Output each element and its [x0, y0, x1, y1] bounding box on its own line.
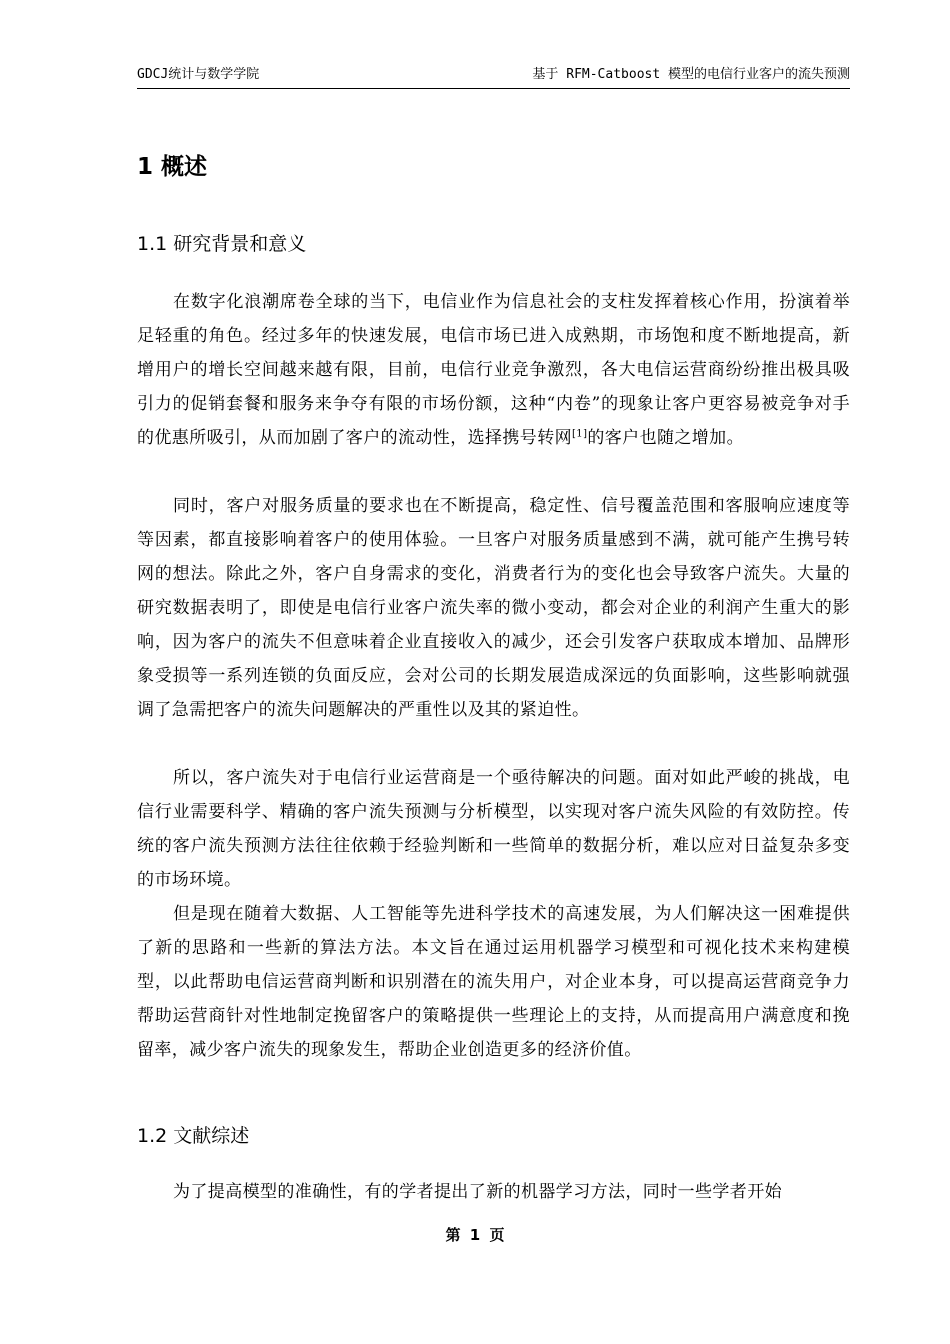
- header-paper-title: 基于 RFM-Catboost 模型的电信行业客户的流失预测: [532, 67, 850, 82]
- citation-ref[interactable]: [1]: [572, 428, 588, 440]
- paragraph-literature-1: 为了提高模型的准确性，有的学者提出了新的机器学习方法，同时一些学者开始: [173, 1182, 782, 1202]
- paragraph-text: 在数字化浪潮席卷全球的当下，电信业作为信息社会的支柱发挥着核心作用，扮演着举足轻重的角色。经过多年的快速发展，电信市场已进入成熟期，市场饱和度不断地提高，新增用户的增长空间越来越有限，目前，电信行业竞争激烈，各大电信运营商纷纷推出极具吸引力的促销套餐和服务来争夺有限的市场份额，这种“内卷”的现象让客户更容易被竞争对手的优惠所吸引，从而加剧了客户的流动性，选择携号转网: [137, 292, 850, 448]
- paragraph-background-2: 同时，客户对服务质量的要求也在不断提高，稳定性、信号覆盖范围和客服响应速度等等因素，都直接影响着客户的使用体验。一旦客户对服务质量感到不满，就可能产生携号转网的想法。除此之外，客户自身需求的变化，消费者行为的变化也会导致客户流失。大量的研究数据表明了，即使是电信行业客户流失率的微小变动，都会对企业的利润产生重大的影响，因为客户的流失不但意味着企业直接收入的减少，还会引发客户获取成本增加、品牌形象受损等一系列连锁的负面反应，会对公司的长期发展造成深远的负面影响，这些影响就强调了急需把客户的流失问题解决的严重性以及其的紧迫性。: [137, 496, 850, 720]
- paragraph-text: 的客户也随之增加。: [587, 428, 744, 448]
- paragraph-background-4: 但是现在随着大数据、人工智能等先进科学技术的高速发展，为人们解决这一困难提供了新的思路和一些新的算法方法。本文旨在通过运用机器学习模型和可视化技术来构建模型，以此帮助电信运营商判断和识别潜在的流失用户，对企业本身，可以提高运营商竞争力帮助运营商针对性地制定挽留客户的策略提供一些理论上的支持，从而提高用户满意度和挽留率，减少客户流失的现象发生，帮助企业创造更多的经济价值。: [137, 904, 850, 1060]
- page-number: 1: [469, 1226, 481, 1244]
- running-header: [137, 64, 850, 89]
- section-title-1-1: 1.1 研究背景和意义: [137, 233, 307, 255]
- paragraph-background-1: [137, 285, 850, 455]
- footer-prefix: 第: [445, 1226, 461, 1244]
- section-title-1-2: 1.2 文献综述: [137, 1125, 250, 1147]
- footer-suffix: 页: [489, 1226, 505, 1244]
- header-institution: GDCJ统计与数学学院: [137, 67, 260, 82]
- page-footer: [0, 1224, 950, 1245]
- chapter-title: 1 概述: [137, 154, 208, 180]
- paragraph-background-3: 所以，客户流失对于电信行业运营商是一个亟待解决的问题。面对如此严峻的挑战，电信行业需要科学、精确的客户流失预测与分析模型，以实现对客户流失风险的有效防控。传统的客户流失预测方法往往依赖于经验判断和一些简单的数据分析，难以应对日益复杂多变的市场环境。: [137, 768, 850, 890]
